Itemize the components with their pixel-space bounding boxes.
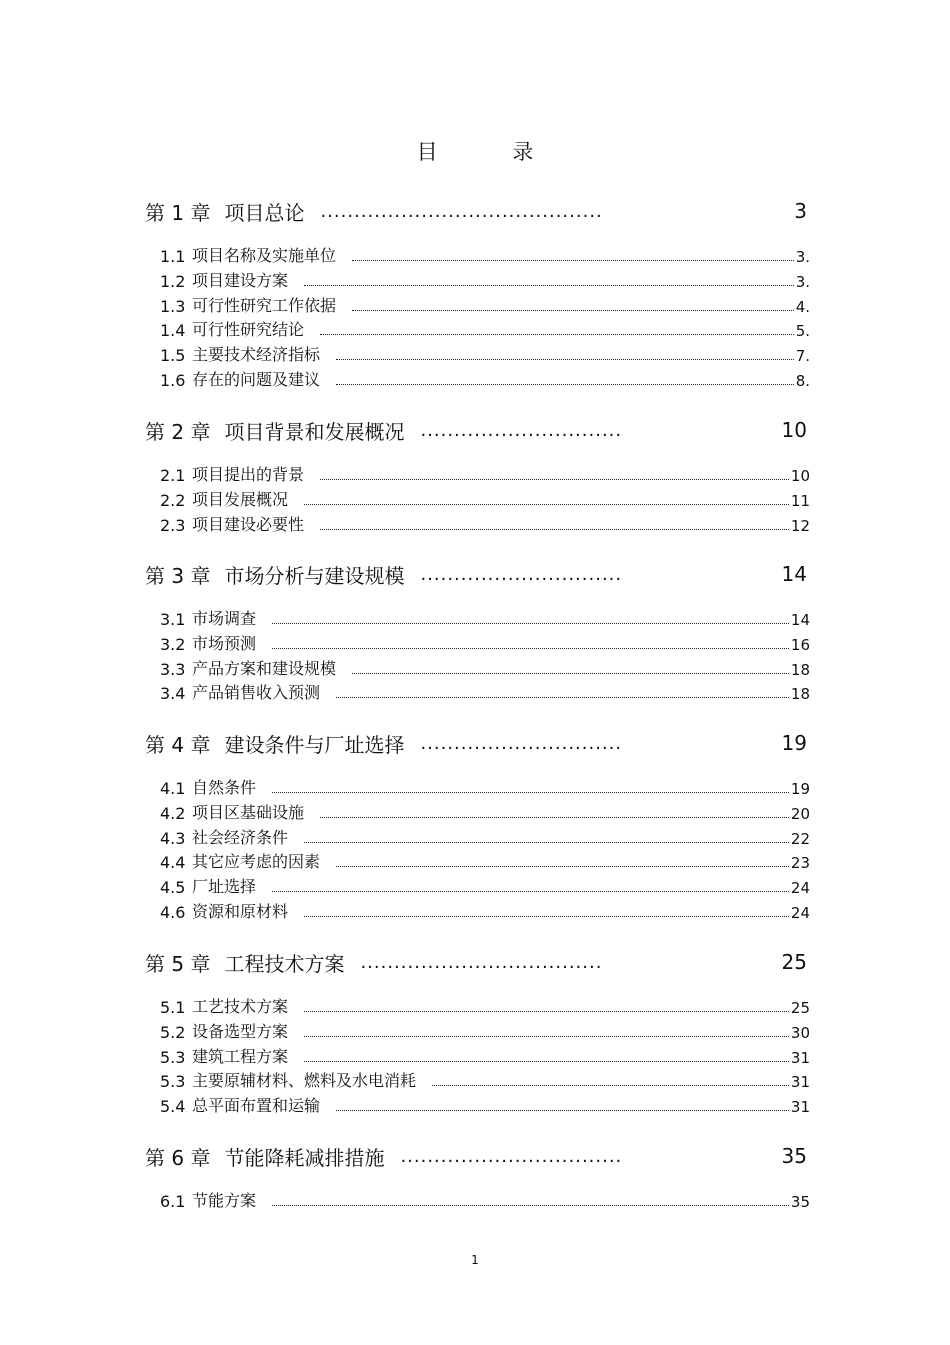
toc-section-entry[interactable] (160, 1069, 810, 1091)
section-title: 主要技术经济指标 (192, 345, 321, 365)
toc-section-entry[interactable] (160, 269, 810, 291)
chapter-dot-leader: .............................. (420, 419, 623, 441)
section-title: 自然条件 (192, 778, 257, 797)
section-dot-leader (320, 528, 789, 530)
section-page-number: 35 (790, 1193, 810, 1211)
section-dot-leader (272, 890, 789, 892)
section-dot-leader (304, 915, 789, 917)
section-dot-leader (304, 1010, 789, 1012)
section-title: 主要原辅材料、燃料及水电消耗 (192, 1071, 417, 1091)
chapter-page-number: 3 (794, 199, 807, 223)
section-page-number: 12 (790, 516, 810, 535)
section-title: 总平面布置和运输 (192, 1096, 321, 1116)
section-dot-leader (304, 284, 794, 286)
section-number: 1.3 (160, 296, 186, 316)
section-number: 3.4 (160, 684, 186, 704)
section-page-number: 24 (790, 879, 810, 898)
section-dot-leader (352, 309, 794, 311)
section-number: 4.2 (160, 803, 186, 823)
toc-section-entry[interactable] (160, 801, 810, 823)
section-number: 1.5 (160, 346, 186, 366)
toc-section-entry[interactable] (160, 1189, 810, 1211)
section-number: 3.2 (160, 634, 186, 654)
toc-section-entry[interactable] (160, 1045, 810, 1067)
section-page-number: 16 (790, 635, 810, 654)
section-number: 1.1 (160, 247, 186, 266)
section-dot-leader (336, 696, 789, 698)
section-number: 1.2 (160, 271, 186, 291)
toc-chapter-entry[interactable] (145, 415, 807, 445)
section-page-number: 3. (795, 272, 810, 291)
toc-section-entry[interactable] (160, 463, 810, 485)
section-page-number: 25 (790, 999, 810, 1017)
section-page-number: 22 (790, 829, 810, 848)
section-dot-leader (336, 865, 789, 867)
chapter-number: 第 2 章 (145, 419, 211, 444)
section-number: 6.1 (160, 1192, 186, 1211)
chapter-title: 建设条件与厂址选择 (224, 732, 405, 757)
toc-section-entry[interactable] (160, 776, 810, 798)
toc-section-entry[interactable] (160, 244, 810, 266)
section-dot-leader (336, 1109, 789, 1111)
chapter-number: 第 6 章 (145, 1145, 211, 1170)
section-number: 4.3 (160, 828, 186, 848)
chapter-title: 项目总论 (224, 200, 305, 225)
section-dot-leader (320, 816, 789, 818)
section-dot-leader (304, 1035, 789, 1037)
section-number: 5.4 (160, 1097, 186, 1117)
section-dot-leader (272, 791, 789, 793)
section-title: 项目名称及实施单位 (192, 246, 337, 265)
section-dot-leader (304, 503, 789, 505)
section-title: 项目建设方案 (192, 270, 289, 290)
section-title: 存在的问题及建议 (192, 370, 321, 389)
section-dot-leader (336, 358, 794, 360)
toc-chapter-entry[interactable] (145, 559, 807, 589)
section-dot-leader (320, 478, 789, 480)
page-number: 1 (471, 1253, 479, 1267)
section-title: 产品销售收入预测 (192, 683, 321, 703)
toc-chapter-entry[interactable] (145, 947, 807, 977)
section-dot-leader (272, 647, 789, 649)
chapter-page-number: 25 (781, 950, 807, 974)
chapter-page-number: 14 (781, 562, 807, 586)
section-title: 工艺技术方案 (192, 997, 289, 1016)
section-page-number: 24 (790, 904, 810, 922)
section-dot-leader (352, 259, 794, 261)
toc-section-entry[interactable] (160, 488, 810, 510)
section-dot-leader (352, 672, 789, 674)
chapter-number: 第 5 章 (145, 951, 211, 976)
chapter-dot-leader: .......................................... (320, 200, 603, 222)
section-page-number: 8. (795, 372, 810, 390)
toc-section-entry[interactable] (160, 513, 810, 535)
toc-section-entry[interactable] (160, 995, 810, 1017)
section-dot-leader (304, 841, 789, 843)
section-title: 产品方案和建设规模 (192, 658, 337, 678)
section-page-number: 18 (790, 685, 810, 704)
section-page-number: 18 (790, 660, 810, 679)
section-title: 建筑工程方案 (192, 1046, 289, 1066)
chapter-page-number: 35 (781, 1144, 807, 1168)
section-number: 1.4 (160, 321, 186, 341)
section-title: 节能方案 (192, 1191, 257, 1210)
section-page-number: 7. (795, 347, 810, 366)
section-number: 3.1 (160, 610, 186, 629)
section-page-number: 31 (790, 1098, 810, 1117)
section-number: 4.1 (160, 779, 186, 798)
section-number: 5.2 (160, 1022, 186, 1042)
chapter-number: 第 3 章 (145, 563, 211, 588)
toc-section-entry[interactable] (160, 368, 810, 390)
section-number: 4.5 (160, 878, 186, 898)
section-title: 设备选型方案 (192, 1021, 289, 1041)
section-page-number: 31 (790, 1073, 810, 1092)
section-title: 资源和原材料 (192, 902, 289, 921)
section-dot-leader (336, 383, 794, 385)
chapter-title: 市场分析与建设规模 (224, 563, 405, 588)
section-number: 5.1 (160, 998, 186, 1017)
toc-section-entry[interactable] (160, 318, 810, 340)
toc-section-entry[interactable] (160, 1020, 810, 1042)
section-title: 其它应考虑的因素 (192, 852, 321, 872)
toc-chapter-entry[interactable] (145, 196, 807, 226)
section-dot-leader (272, 622, 789, 624)
toc-title: 目 录 (416, 140, 568, 164)
section-title: 社会经济条件 (192, 827, 289, 847)
section-page-number: 31 (790, 1048, 810, 1067)
chapter-page-number: 10 (781, 418, 807, 442)
section-dot-leader (272, 1204, 789, 1206)
section-title: 项目区基础设施 (192, 802, 305, 822)
section-dot-leader (304, 1060, 789, 1062)
toc-chapter-entry[interactable] (145, 728, 807, 758)
section-number: 1.6 (160, 371, 186, 390)
section-title: 项目提出的背景 (192, 465, 305, 484)
toc-section-entry[interactable] (160, 826, 810, 848)
section-number: 2.2 (160, 490, 186, 510)
toc-section-entry[interactable] (160, 681, 810, 703)
chapter-page-number: 19 (781, 731, 807, 755)
section-page-number: 20 (790, 804, 810, 823)
chapter-dot-leader: .................................... (360, 951, 603, 973)
section-page-number: 10 (790, 467, 810, 485)
section-page-number: 23 (790, 854, 810, 873)
toc-chapter-entry[interactable] (145, 1141, 807, 1171)
section-page-number: 11 (790, 491, 810, 510)
section-dot-leader (320, 333, 794, 335)
toc-section-entry[interactable] (160, 657, 810, 679)
section-page-number: 19 (790, 780, 810, 798)
section-title: 项目建设必要性 (192, 514, 305, 534)
section-title: 市场预测 (192, 633, 257, 653)
section-title: 项目发展概况 (192, 489, 289, 509)
toc-section-entry[interactable] (160, 607, 810, 629)
section-page-number: 14 (790, 611, 810, 629)
chapter-dot-leader: .............................. (420, 732, 623, 754)
chapter-title: 工程技术方案 (224, 951, 345, 976)
section-number: 4.4 (160, 853, 186, 873)
section-number: 5.3 (160, 1072, 186, 1092)
chapter-number: 第 1 章 (145, 200, 211, 225)
section-dot-leader (432, 1084, 789, 1086)
section-title: 市场调查 (192, 609, 257, 628)
chapter-dot-leader: .............................. (420, 563, 623, 585)
chapter-dot-leader: ................................. (400, 1145, 623, 1167)
toc-section-entry[interactable] (160, 850, 810, 872)
section-number: 3.3 (160, 659, 186, 679)
toc-section-entry[interactable] (160, 1094, 810, 1116)
section-page-number: 30 (790, 1023, 810, 1042)
section-title: 厂址选择 (192, 877, 257, 897)
toc-section-entry[interactable] (160, 343, 810, 365)
toc-section-entry[interactable] (160, 632, 810, 654)
section-number: 5.3 (160, 1047, 186, 1067)
chapter-title: 项目背景和发展概况 (224, 419, 405, 444)
section-title: 可行性研究工作依据 (192, 295, 337, 315)
section-title: 可行性研究结论 (192, 320, 305, 340)
toc-section-entry[interactable] (160, 900, 810, 922)
toc-section-entry[interactable] (160, 875, 810, 897)
section-page-number: 3. (795, 248, 810, 266)
chapter-number: 第 4 章 (145, 732, 211, 757)
chapter-title: 节能降耗减排措施 (224, 1145, 385, 1170)
section-number: 4.6 (160, 903, 186, 922)
section-page-number: 4. (795, 297, 810, 316)
section-number: 2.3 (160, 515, 186, 535)
section-page-number: 5. (795, 322, 810, 341)
toc-section-entry[interactable] (160, 294, 810, 316)
section-number: 2.1 (160, 466, 186, 485)
